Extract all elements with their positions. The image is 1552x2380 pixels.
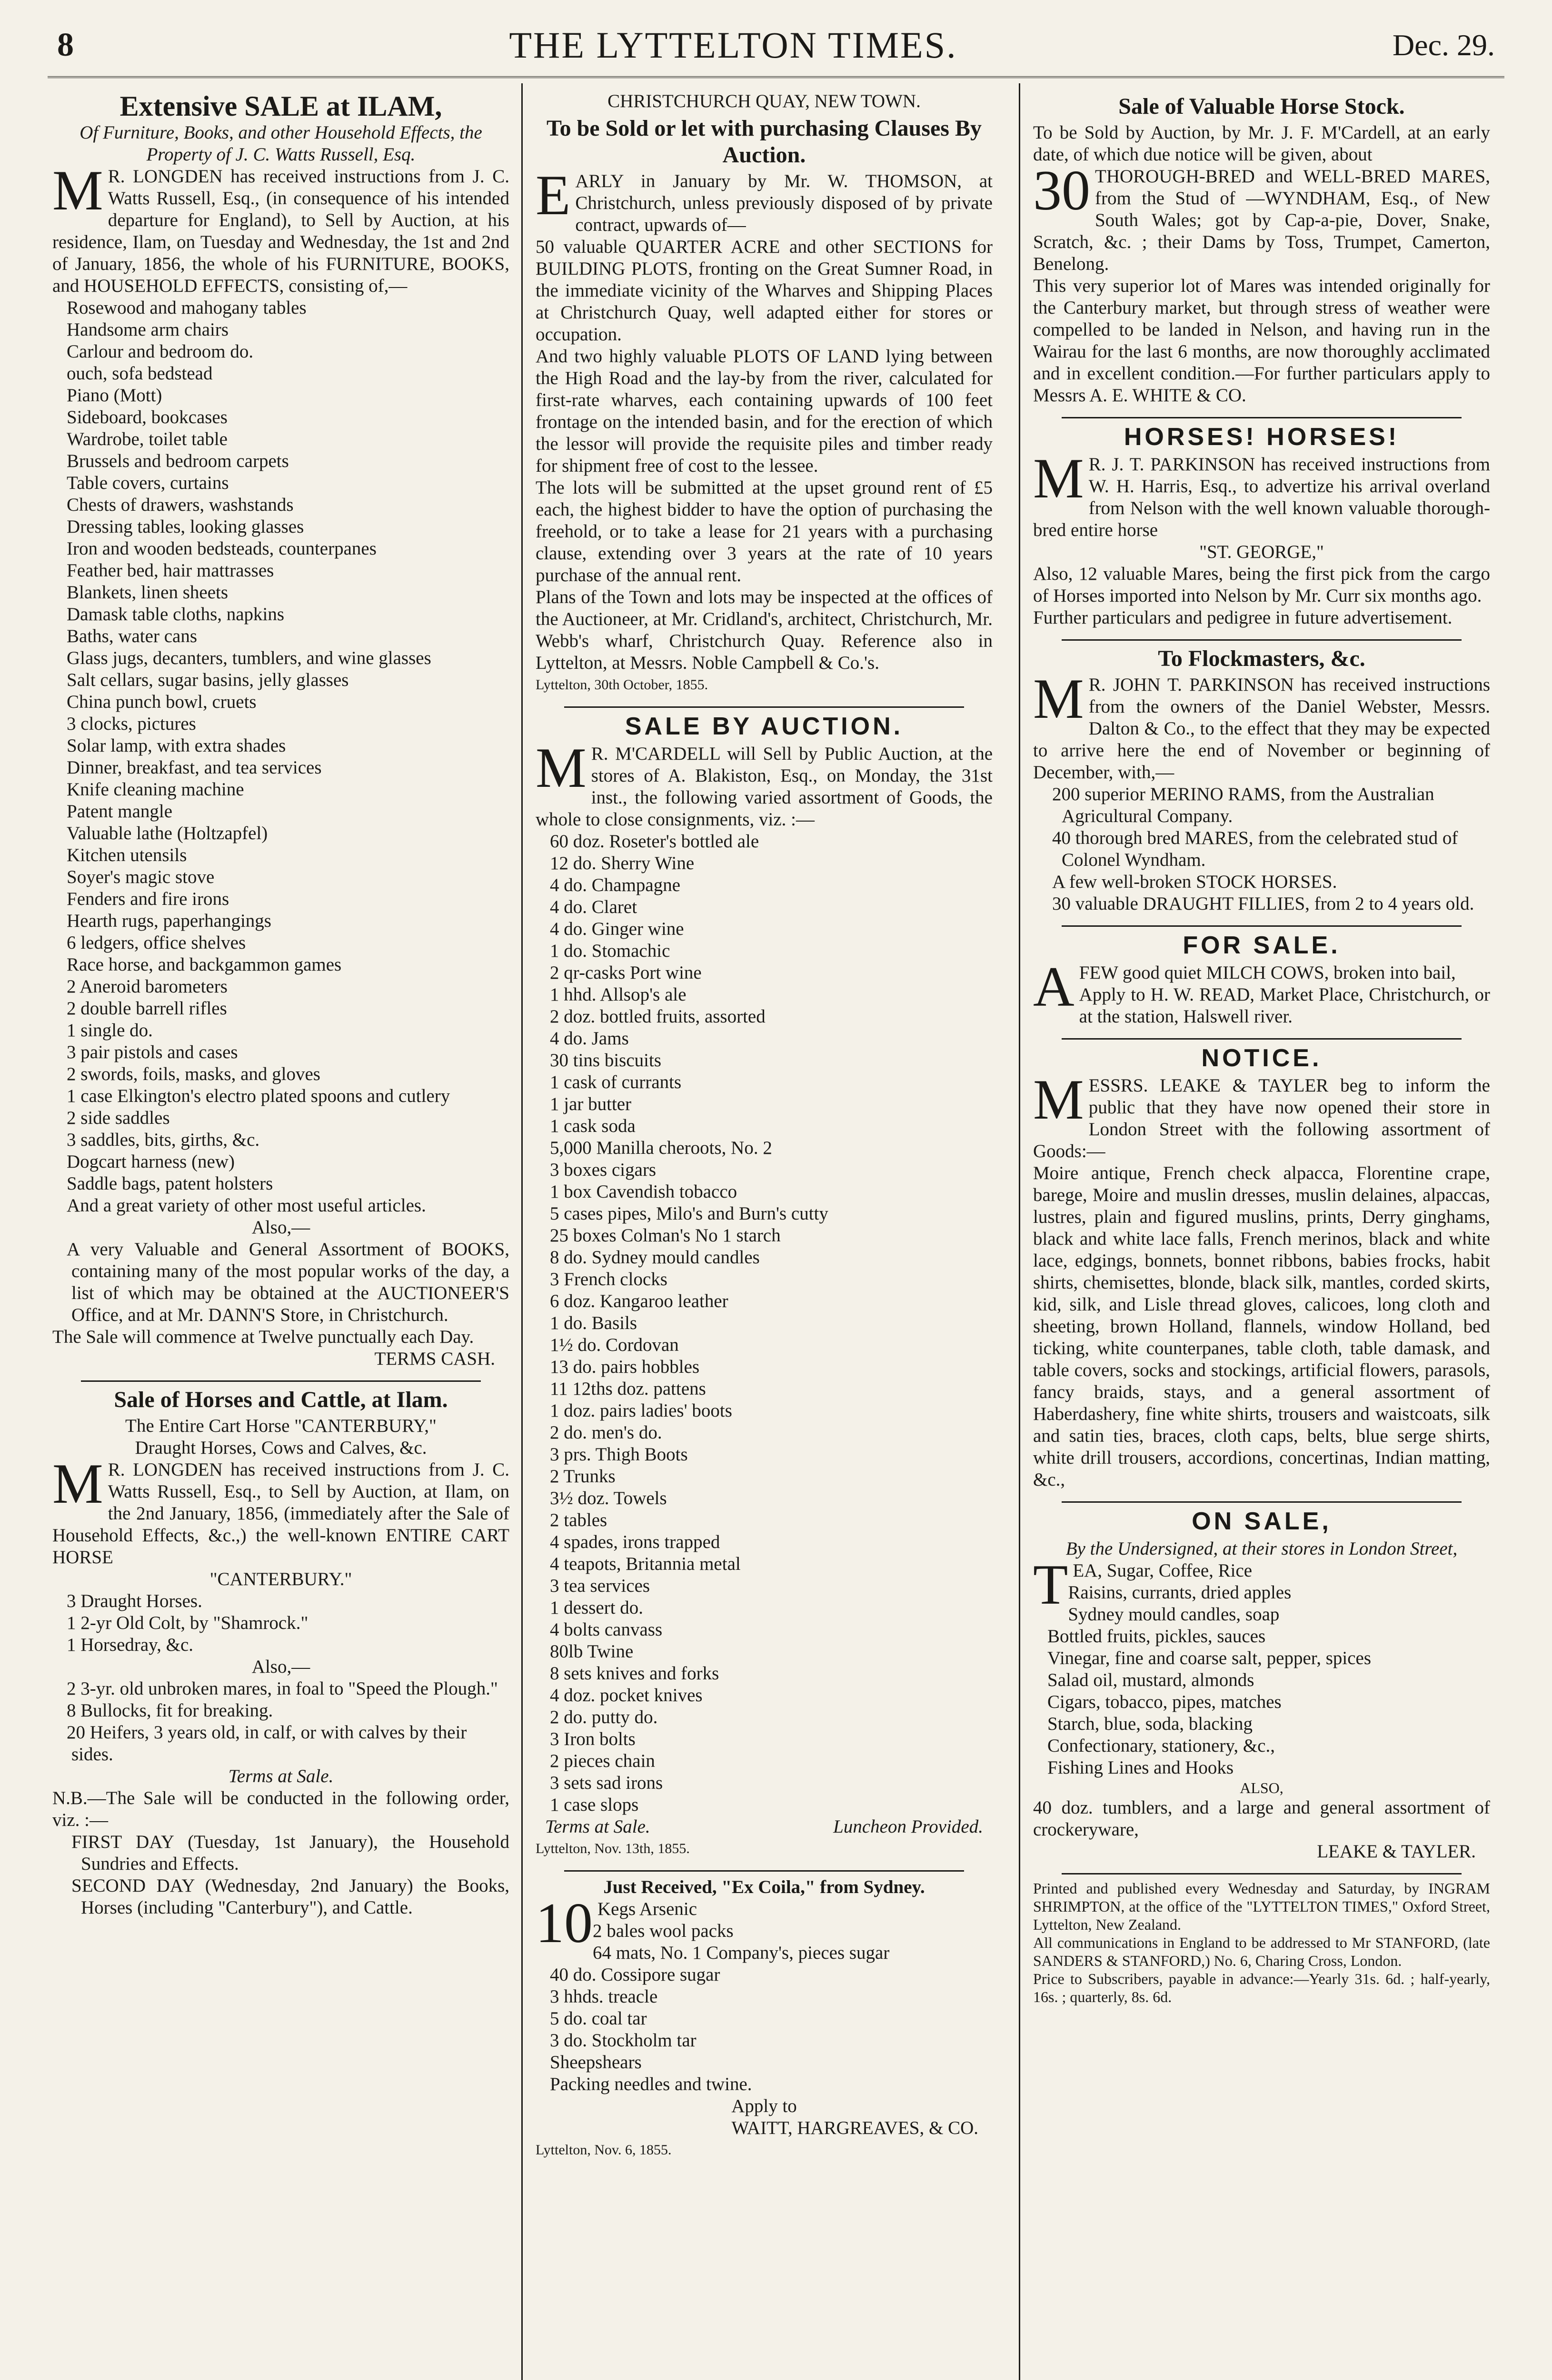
separator [1062, 639, 1462, 641]
ad-paragraph: 40 doz. tumblers, and a large and general assortment of crockeryware, [1033, 1797, 1490, 1840]
ad-line: Draught Horses, Cows and Calves, &c. [135, 1438, 427, 1458]
terms-row [536, 1816, 993, 1838]
separator [1062, 925, 1462, 927]
also-label: Also,— [251, 1217, 310, 1238]
list-item: Baths, water cans [67, 626, 197, 646]
list-item: 80lb Twine [550, 1641, 634, 1662]
list-item: 4 do. Ginger wine [550, 919, 684, 939]
ad-title: CHRISTCHURCH QUAY, NEW TOWN. [607, 91, 921, 111]
list-item: 2 qr-casks Port wine [550, 962, 702, 983]
ad-ex-coila [536, 1876, 993, 2161]
luncheon-text: Luncheon Provided. [833, 1816, 983, 1837]
list-item: 8 do. Sydney mould candles [550, 1247, 760, 1268]
item-list [52, 1678, 509, 1765]
list-item: 3 tea services [550, 1576, 650, 1596]
list-item: 1 box Cavendish tobacco [550, 1181, 737, 1202]
ad-body [536, 163, 993, 236]
list-item: Glass jugs, decanters, tumblers, and wine glasses [67, 648, 431, 668]
drop-cap: M [1033, 667, 1084, 730]
list-item: Dogcart harness (new) [67, 1151, 235, 1172]
ad-body [52, 159, 509, 297]
ad-sale-by-auction [536, 713, 993, 1860]
separator [1062, 1501, 1462, 1503]
ad-body [536, 736, 993, 831]
list-item: Fishing Lines and Hooks [1047, 1757, 1234, 1778]
list-item: 1 do. Basils [550, 1313, 637, 1333]
ad-on-sale [1033, 1507, 1490, 1863]
list-item: Solar lamp, with extra shades [67, 735, 286, 756]
list-item: 25 boxes Colman's No 1 starch [550, 1225, 781, 1246]
drop-cap: M [1033, 446, 1084, 510]
list-item: ouch, sofa bedstead [67, 363, 213, 384]
list-item: Salt cellars, sugar basins, jelly glasses [67, 670, 349, 690]
masthead [57, 19, 1495, 71]
drop-cap: M [1033, 1068, 1084, 1131]
drop-cap: 10 [536, 1891, 593, 1954]
ad-date: Lyttelton, 30th October, 1855. [536, 677, 708, 693]
list-item: 30 valuable DRAUGHT FILLIES, from 2 to 4 years old. [1052, 893, 1474, 914]
list-item: 4 spades, irons trapped [550, 1532, 720, 1552]
terms-text: Terms at Sale. [545, 1816, 650, 1837]
apply-text: Apply to [731, 2096, 797, 2116]
list-item: 2 tables [550, 1510, 607, 1530]
ad-title: HORSES! HORSES! [1124, 423, 1400, 451]
drop-cap: M [52, 159, 103, 222]
list-item: 40 do. Cossipore sugar [550, 1964, 720, 1985]
list-item: 1 2-yr Old Colt, by "Shamrock." [67, 1613, 308, 1633]
day-two-text: SECOND DAY (Wednesday, 2nd January) the Books, Horses (including "Canterbury"), and Cattle. [71, 1875, 509, 1918]
ad-date: Lyttelton, Nov. 13th, 1855. [536, 1841, 690, 1856]
list-item: Saddle bags, patent holsters [67, 1173, 273, 1194]
item-list [536, 831, 993, 1816]
horse-name: "ST. GEORGE," [1199, 542, 1324, 562]
list-item: 1 jar butter [550, 1094, 632, 1114]
item-list [52, 297, 509, 1217]
ad-paragraph: Apply to H. W. READ, Market Place, Christchurch, or at the station, Halswell river. [1079, 984, 1490, 1027]
ad-paragraph: Plans of the Town and lots may be inspected at the offices of the Auctioneer, at Mr. Cridland's, architect, Christchurch, Mr. Webb's wharf, Christchurch Quay. Reference also in Lyttelton, at Messrs. Noble Campbell & Co.'s. [536, 587, 993, 673]
list-item: 3 Draught Horses. [67, 1591, 202, 1611]
list-item: Handsome arm chairs [67, 319, 229, 340]
list-item: 30 tins biscuits [550, 1050, 662, 1071]
list-item: China punch bowl, cruets [67, 692, 257, 712]
ad-title: SALE BY AUCTION. [625, 713, 904, 740]
separator [564, 706, 964, 708]
item-list [1033, 1582, 1490, 1779]
list-item: Race horse, and backgammon games [67, 954, 342, 975]
signature: WAITT, HARGREAVES, & CO. [731, 2118, 978, 2138]
list-item: 2 do. putty do. [550, 1707, 658, 1727]
list-item: 3½ doz. Towels [550, 1488, 667, 1508]
ad-body [1033, 667, 1490, 783]
ad-body-text: ARLY in January by Mr. W. THOMSON, at Christchurch, unless previously disposed of by private contract, upwards of— [575, 171, 993, 235]
list-item: 1 dessert do. [550, 1597, 644, 1618]
list-item: Vinegar, fine and coarse salt, pepper, spices [1047, 1648, 1372, 1668]
list-item: Knife cleaning machine [67, 779, 244, 800]
ad-body-text: R. LONGDEN has received instructions from J. C. Watts Russell, Esq., (in consequence of his intended departure for England), to Sell by Auction, at his residence, Ilam, on Tuesday and Wednesday, the 1st and 2nd of January, 1856, the whole of his FURNITURE, BOOKS, and HOUSEHOLD EFFECTS, consisting of,— [52, 166, 509, 296]
ad-title: Sale of Horses and Cattle, at Ilam. [114, 1387, 448, 1412]
also-label: ALSO, [1240, 1779, 1283, 1796]
list-item: 3 boxes cigars [550, 1160, 657, 1180]
column-1 [52, 90, 509, 2380]
list-item: 2 do. men's do. [550, 1422, 662, 1443]
list-item: 4 bolts canvass [550, 1619, 663, 1640]
masthead-rule [48, 76, 1504, 78]
list-item: 2 double barrell rifles [67, 998, 227, 1019]
list-item: Sydney mould candles, soap [1068, 1604, 1280, 1625]
list-item: 1 hhd. Allsop's ale [550, 984, 686, 1005]
list-item: 12 do. Sherry Wine [550, 853, 695, 873]
list-item: 1 case slops [550, 1795, 639, 1815]
list-item: Carlour and bedroom do. [67, 341, 254, 362]
ad-ilam-furniture-sale [52, 90, 509, 1370]
ad-paragraph: This very superior lot of Mares was intended originally for the Canterbury market, but through stress of weather were compelled to be landed in Nelson, and having run in the Wairau for the last 6 months, are now thoroughly acclimated and in excellent condition.—For further particulars apply to Messrs A. E. WHITE & CO. [1033, 276, 1490, 406]
list-item: Sideboard, bookcases [67, 407, 228, 427]
list-item: 3 clocks, pictures [67, 714, 196, 734]
ad-body [52, 1452, 509, 1568]
ad-paragraph: And two highly valuable PLOTS OF LAND lying between the High Road and the lay-by from the river, calculated for first-rate wharves, each containing upwards of 100 feet frontage on the intended basin, and for the erection of which the lessor will provide the requisite piles and timber ready for shipment free of cost to the lessee. [536, 346, 993, 476]
item-list [1033, 783, 1490, 915]
list-item: Cigars, tobacco, pipes, matches [1047, 1692, 1282, 1712]
list-item: 2 Trunks [550, 1466, 616, 1487]
list-item: Bottled fruits, pickles, sauces [1047, 1626, 1266, 1646]
horse-name: "CANTERBURY." [209, 1569, 352, 1589]
list-item: 2 side saddles [67, 1108, 170, 1128]
ad-title: Sale of Valuable Horse Stock. [1118, 94, 1405, 119]
list-item: Fenders and fire irons [67, 889, 229, 909]
list-item: 2 doz. bottled fruits, assorted [550, 1006, 766, 1027]
drop-cap: E [536, 163, 571, 227]
list-item: Dinner, breakfast, and tea services [67, 757, 322, 778]
list-item: 3 saddles, bits, girths, &c. [67, 1130, 260, 1150]
imprint-text: Printed and published every Wednesday and Saturday, by INGRAM SHRIMPTON, at the office of the "LYTTELTON TIMES," Oxford Street, Lyttelton, New Zealand. [1033, 1880, 1490, 1933]
list-item: 60 doz. Roseter's bottled ale [550, 831, 759, 852]
list-item: Soyer's magic stove [67, 867, 215, 887]
list-item: 3 Iron bolts [550, 1729, 636, 1749]
list-item: 3 sets sad irons [550, 1773, 663, 1793]
paper-title: THE LYTTELTON TIMES. [509, 24, 957, 66]
list-item: And a great variety of other most useful articles. [67, 1195, 426, 1216]
list-item: Table covers, curtains [67, 473, 229, 493]
list-item: 6 ledgers, office shelves [67, 932, 246, 953]
list-item: 2 bales wool packs [593, 1921, 734, 1941]
also-label: Also,— [251, 1656, 310, 1677]
list-item: 4 teapots, Britannia metal [550, 1554, 741, 1574]
list-item: 3 French clocks [550, 1269, 667, 1289]
list-item: Salad oil, mustard, almonds [1047, 1670, 1254, 1690]
list-item: 2 swords, foils, masks, and gloves [67, 1064, 320, 1084]
ad-title: Just Received, "Ex Coila," from Sydney. [603, 1877, 925, 1897]
list-item: 2 3-yr. old unbroken mares, in foal to "Speed the Plough." [67, 1678, 498, 1699]
commence-text: The Sale will commence at Twelve punctually each Day. [52, 1327, 474, 1347]
ad-paragraph: The lots will be submitted at the upset ground rent of £5 each, the highest bidder to have the option of purchasing the freehold, or to take a lease for 21 years with a purchasing clause, extending over 3 years at the rate of 10 years purchase of the annual rent. [536, 477, 993, 585]
ad-title: To Flockmasters, &c. [1158, 646, 1365, 671]
list-item: Brussels and bedroom carpets [67, 451, 289, 471]
ad-horses-cattle-ilam [52, 1387, 509, 1919]
page-number: 8 [57, 27, 74, 63]
list-item: Rosewood and mahogany tables [67, 298, 307, 318]
ad-subtitle: By the Undersigned, at their stores in London Street, [1065, 1538, 1458, 1559]
list-item: Blankets, linen sheets [67, 582, 229, 603]
drop-cap: 30 [1033, 159, 1090, 222]
ad-title: NOTICE. [1201, 1044, 1322, 1072]
ad-body-text: Kegs Arsenic [597, 1899, 697, 1919]
list-item: 3 do. Stockholm tar [550, 2030, 696, 2051]
item-list [52, 1590, 509, 1656]
ad-date: Lyttelton, Nov. 6, 1855. [536, 2142, 672, 2158]
list-item: Piano (Mott) [67, 385, 162, 406]
list-item: 8 sets knives and forks [550, 1663, 719, 1684]
list-item: 3 pair pistols and cases [67, 1042, 238, 1062]
separator [1062, 1873, 1462, 1874]
ad-body [1033, 1068, 1490, 1162]
list-item: 1 doz. pairs ladies' boots [550, 1400, 732, 1421]
list-item: Patent mangle [67, 801, 173, 822]
separator [1062, 1038, 1462, 1040]
list-item: 3 prs. Thigh Boots [550, 1444, 688, 1465]
list-item: 1 cask of currants [550, 1072, 682, 1092]
list-item: 8 Bullocks, fit for breaking. [67, 1700, 273, 1721]
drop-cap: T [1033, 1553, 1068, 1616]
ad-body: To be Sold by Auction, by Mr. J. F. M'Cardell, at an early date, of which due notice will be given, about [1033, 122, 1490, 165]
list-item: 6 doz. Kangaroo leather [550, 1291, 728, 1311]
ad-paragraph: Moire antique, French check alpacca, Florentine crape, barege, Moire and muslin dresses, muslin delaines, alpaccas, lustres, plain and figured muslins, prints, Derry ginghams, black and white lace falls, French merinos, black and white lace, edgings, bonnets, bonnet ribbons, babies frocks, habit shirts, chemisettes, blonde, black silk, mantles, corded skirts, kid, silk, and Lisle thread gloves, calicoes, long cloth and sheeting, brown Holland, flannels, window Holland, bed ticking, white counterpanes, table cloth, table damask, and table covers, socks and stockings, artificial flowers, parasols, fancy braids, stays, and a general assortment of Haberdashery, fine white shirts, trousers and waistcoats, silk and satin ties, braces, cloth caps, belts, blue serge shirts, white drill trousers, accordions, concertinas, Indian matting, &c., [1033, 1163, 1490, 1490]
list-item: 40 thorough bred MARES, from the celebrated stud of Colonel Wyndham. [1052, 828, 1458, 870]
ad-body-text: R. J. T. PARKINSON has received instructions from W. H. Harris, Esq., to advertize his arrival overland from Nelson with the well known valuable thorough-bred entire horse [1033, 454, 1490, 540]
list-item: 11 12ths doz. pattens [550, 1378, 706, 1399]
list-item: 2 Aneroid barometers [67, 976, 228, 997]
nb-text: N.B.—The Sale will be conducted in the following order, viz. :— [52, 1788, 509, 1830]
list-item: 64 mats, No. 1 Company's, pieces sugar [593, 1943, 890, 1963]
ad-title: Extensive SALE at ILAM, [119, 90, 442, 122]
terms-text: Terms at Sale. [228, 1766, 334, 1786]
list-item: 2 pieces chain [550, 1751, 655, 1771]
column-3 [1033, 90, 1490, 2380]
list-item: 5 do. coal tar [550, 2008, 647, 2029]
ad-body-text: ESSRS. LEAKE & TAYLER beg to inform the public that they have now opened their store in London Street with the following assortment of Goods:— [1033, 1075, 1490, 1161]
list-item: 1 Horsedray, &c. [67, 1635, 194, 1655]
ad-for-sale-cows [1033, 932, 1490, 1028]
list-item: 5 cases pipes, Milo's and Burn's cutty [550, 1203, 828, 1224]
imprint-text: All communications in England to be addressed to Mr STANFORD, (late SANDERS & STANFORD,) No. 6, Charing Cross, London. [1033, 1934, 1490, 1969]
ad-paragraph: Also, 12 valuable Mares, being the first pick from the cargo of Horses imported into Nelson by Mr. Curr six months ago. [1033, 564, 1490, 606]
ad-body-text: FEW good quiet MILCH COWS, broken into bail, [1079, 962, 1456, 983]
list-item: 13 do. pairs hobbles [550, 1357, 700, 1377]
books-text: A very Valuable and General Assortment of BOOKS, containing many of the most popular works of the day, a list of which may be obtained at the AUCTIONEER'S Office, and at Mr. DANN'S Store, in Christchurch. [67, 1239, 509, 1325]
list-item: 1 single do. [67, 1020, 153, 1041]
list-item: Dressing tables, looking glasses [67, 516, 304, 537]
list-item: 20 Heifers, 3 years old, in calf, or with calves by their sides. [67, 1722, 467, 1765]
list-item: Wardrobe, toilet table [67, 429, 228, 449]
list-item: Starch, blue, soda, blacking [1047, 1714, 1253, 1734]
ad-body-text: THOROUGH-BRED and WELL-BRED MARES, from the Stud of —WYNDHAM, Esq., of New South Wales; got by Cap-a-pie, Dover, Snake, Scratch, &c. ; their Dams by Toss, Trumpet, Camerton, Benelong. [1033, 166, 1490, 274]
list-item: Kitchen utensils [67, 845, 187, 865]
list-item: Sheepshears [550, 2052, 642, 2073]
ad-paragraph: Further particulars and pedigree in future advertisement. [1033, 607, 1453, 628]
list-item: Confectionary, stationery, &c., [1047, 1735, 1275, 1756]
drop-cap: M [52, 1452, 103, 1515]
list-item: 5,000 Manilla cheroots, No. 2 [550, 1138, 772, 1158]
item-list [536, 1920, 993, 2095]
list-item: 200 superior MERINO RAMS, from the Australian Agricultural Company. [1052, 784, 1434, 826]
ad-body-text: R. LONGDEN has received instructions from J. C. Watts Russell, Esq., to Sell by Auction, at Ilam, on the 2nd January, 1856, (immediately after the Sale of Household Effects, &c.,) the well-known ENTIRE CART HORSE [52, 1459, 509, 1567]
drop-cap: M [536, 736, 587, 799]
list-item: 4 do. Jams [550, 1028, 629, 1049]
ad-notice-leake-tayler [1033, 1044, 1490, 1491]
list-item: Iron and wooden bedsteads, counterpanes [67, 538, 377, 559]
separator [1062, 417, 1462, 418]
list-item: Raisins, currants, dried apples [1068, 1582, 1292, 1603]
list-item: 4 do. Claret [550, 897, 637, 917]
issue-date: Dec. 29. [1392, 28, 1495, 62]
list-item: Hearth rugs, paperhangings [67, 911, 271, 931]
day-one-text: FIRST DAY (Tuesday, 1st January), the Household Sundries and Effects. [71, 1832, 509, 1874]
list-item: 1 do. Stomachic [550, 941, 670, 961]
ad-subtitle: Of Furniture, Books, and other Household Effects, the Property of J. C. Watts Russell, Esq. [80, 122, 482, 165]
ad-body-text: EA, Sugar, Coffee, Rice [1073, 1560, 1253, 1581]
ad-title: FOR SALE. [1183, 932, 1341, 959]
separator [564, 1870, 964, 1872]
ad-body-text: R. M'CARDELL will Sell by Public Auction, at the stores of A. Blakiston, Esq., on Monday, the 31st inst., the following varied assortment of Goods, the whole to close consignments, viz. :— [536, 744, 993, 830]
separator [81, 1380, 481, 1382]
ad-horse-stock [1033, 93, 1490, 407]
ad-title: ON SALE, [1192, 1507, 1332, 1535]
list-item: Valuable lathe (Holtzapfel) [67, 823, 268, 843]
list-item: A few well-broken STOCK HORSES. [1052, 872, 1337, 892]
list-item: 4 do. Champagne [550, 875, 681, 895]
ad-paragraph: 50 valuable QUARTER ACRE and other SECTIONS for BUILDING PLOTS, fronting on the Great Sumner Road, in the immediate vicinity of the Wharves and Shipping Places at Christchurch Quay, well adapted either for stores or occupation. [536, 237, 993, 345]
list-item: Damask table cloths, napkins [67, 604, 285, 625]
ad-body-text: R. JOHN T. PARKINSON has received instructions from the owners of the Daniel Webster, Messrs. Dalton & Co., to the effect that they may be expected to arrive here the end of November or beginning of December, with,— [1033, 674, 1490, 783]
list-item: Feather bed, hair mattrasses [67, 560, 274, 581]
signature: LEAKE & TAYLER. [1317, 1841, 1476, 1862]
column-2 [536, 90, 993, 2380]
ad-christchurch-quay [536, 90, 993, 696]
ad-body [1033, 446, 1490, 541]
list-item: 4 doz. pocket knives [550, 1685, 703, 1706]
imprint-text: Price to Subscribers, payable in advance:—Yearly 31s. 6d. ; half-yearly, 16s. ; quarterly, 8s. 6d. [1033, 1970, 1490, 2005]
column-rule [1019, 83, 1020, 2380]
imprint [1033, 1879, 1490, 2006]
terms-text: TERMS CASH. [374, 1349, 495, 1369]
ad-horses-horses [1033, 423, 1490, 629]
ad-flockmasters [1033, 645, 1490, 915]
ad-body [1033, 159, 1490, 275]
list-item: Packing needles and twine. [550, 2074, 752, 2094]
ad-subtitle: To be Sold or let with purchasing Clauses By Auction. [547, 116, 982, 168]
list-item: 1 case Elkington's electro plated spoons and cutlery [67, 1086, 450, 1106]
list-item: 3 hhds. treacle [550, 1986, 658, 2007]
column-rule [521, 83, 523, 2380]
drop-cap: A [1033, 955, 1074, 1018]
list-item: 1 cask soda [550, 1116, 636, 1136]
list-item: Chests of drawers, washstands [67, 495, 294, 515]
list-item: 1½ do. Cordovan [550, 1335, 679, 1355]
ad-line: The Entire Cart Horse "CANTERBURY," [125, 1416, 437, 1436]
